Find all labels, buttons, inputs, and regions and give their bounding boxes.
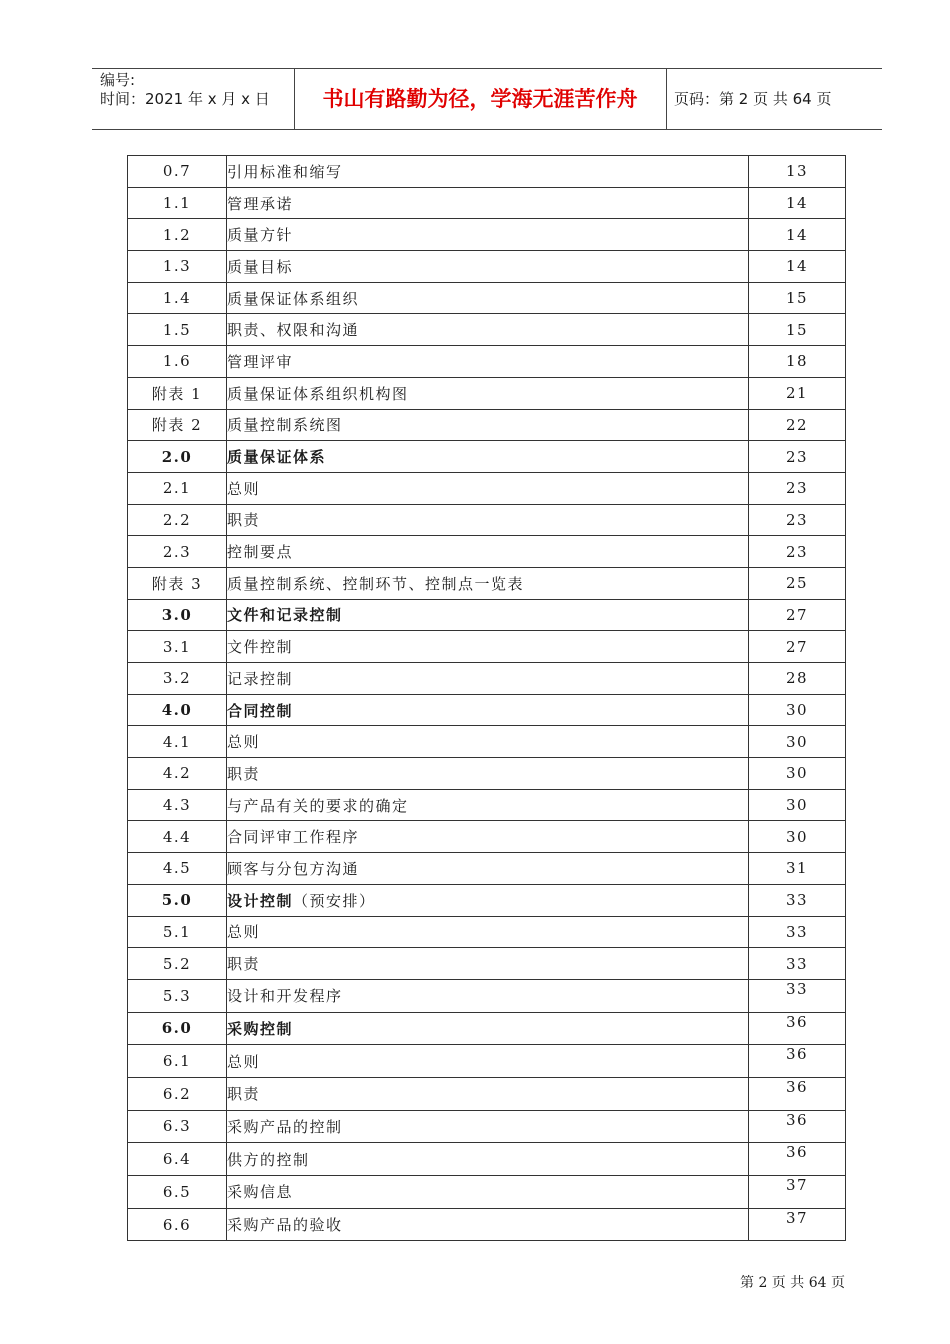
toc-section-title-cell [227,187,749,219]
toc-row [128,1012,846,1045]
toc-section-title-cell [227,156,749,188]
toc-page-number: 37 [749,1176,846,1209]
toc-section-title: 职责、权限和沟通 [227,321,360,340]
toc-section-title: 质量保证体系组织机构图 [227,384,409,403]
toc-section-title-cell [227,504,749,536]
toc-section-title: 引用标准和缩写 [227,162,343,181]
toc-row [128,789,846,821]
page-header [92,68,882,130]
toc-page-number: 23 [749,472,846,504]
toc-section-title-cell [227,282,749,314]
toc-section-number: 6.1 [128,1045,227,1078]
toc-section-number: 5.3 [128,979,227,1012]
toc-page-number: 22 [749,409,846,441]
toc-section-title-cell [227,631,749,663]
toc-section-number: 5.1 [128,916,227,948]
toc-section-number: 4.4 [128,821,227,853]
header-meta [100,71,290,109]
toc-section-title: 质量控制系统、控制环节、控制点一览表 [227,574,525,593]
toc-section-title: 采购信息 [227,1183,294,1202]
toc-row [128,219,846,251]
toc-section-title: 管理评审 [227,352,294,371]
toc-row [128,979,846,1012]
toc-row [128,663,846,695]
toc-section-number: 3.0 [128,599,227,631]
toc-row [128,1143,846,1176]
toc-section-number: 6.0 [128,1012,227,1045]
toc-section-number: 0.7 [128,156,227,188]
toc-page-number: 37 [749,1208,846,1241]
toc-section-title: 设计和开发程序 [227,987,343,1006]
toc-row [128,694,846,726]
toc-row [128,377,846,409]
toc-section-number: 附表 3 [128,567,227,599]
toc-section-title: 职责 [227,955,261,974]
toc-row [128,314,846,346]
toc-section-number: 2.1 [128,472,227,504]
toc-row [128,251,846,283]
toc-row [128,409,846,441]
toc-section-number: 2.0 [128,441,227,473]
toc-section-title-cell [227,1045,749,1078]
toc-page-number: 23 [749,536,846,568]
toc-page-number: 28 [749,663,846,695]
toc-section-title-cell [227,346,749,378]
toc-page-number: 30 [749,726,846,758]
toc-section-title: 采购控制 [227,1019,294,1038]
toc-section-title-cell [227,948,749,980]
toc-row [128,441,846,473]
toc-page-number: 36 [749,1077,846,1110]
header-divider-right [666,69,667,129]
toc-page-number: 14 [749,251,846,283]
toc-section-number: 附表 2 [128,409,227,441]
toc-section-number: 3.2 [128,663,227,695]
toc-section-title-cell [227,726,749,758]
toc-section-title: 供方的控制 [227,1150,310,1169]
header-time-label: 时间：2021 年 x 月 x 日 [100,90,270,108]
toc-page-number: 33 [749,884,846,916]
toc-section-number: 4.1 [128,726,227,758]
toc-section-title: 文件和记录控制 [227,606,343,625]
toc-page-number: 30 [749,694,846,726]
toc-section-number: 6.6 [128,1208,227,1241]
toc-section-title-cell [227,663,749,695]
toc-section-number: 2.2 [128,504,227,536]
toc-page-number: 36 [749,1045,846,1078]
toc-body [128,156,846,1241]
toc-section-title-cell [227,789,749,821]
toc-row [128,156,846,188]
toc-row [128,1110,846,1143]
header-motto: 书山有路勤为径，学海无涯苦作舟 [322,87,638,111]
toc-section-title-cell [227,472,749,504]
toc-section-title: 采购产品的验收 [227,1216,343,1235]
toc-section-title: 质量方针 [227,226,294,245]
toc-section-title: 总则 [227,923,261,942]
toc-section-title: 总则 [227,733,261,752]
toc-page-number: 27 [749,631,846,663]
toc-section-number: 6.4 [128,1143,227,1176]
toc-section-number: 6.2 [128,1077,227,1110]
toc-row [128,599,846,631]
toc-page-number: 25 [749,567,846,599]
toc-section-title-cell [227,567,749,599]
toc-page-number: 23 [749,441,846,473]
header-page-info: 页码：第 2 页 共 64 页 [674,90,832,108]
toc-section-number: 1.4 [128,282,227,314]
toc-section-title-cell [227,1077,749,1110]
toc-row [128,504,846,536]
toc-section-title: 职责 [227,1085,261,1104]
toc-page-number: 31 [749,853,846,885]
toc-section-title-cell [227,251,749,283]
toc-row [128,282,846,314]
toc-section-title-cell [227,219,749,251]
toc-section-number: 1.1 [128,187,227,219]
toc-section-number: 3.1 [128,631,227,663]
toc-section-title-cell [227,758,749,790]
toc-row [128,346,846,378]
toc-section-title: 质量目标 [227,257,294,276]
toc-section-title: 质量控制系统图 [227,416,343,435]
toc-section-title: 文件控制 [227,638,294,657]
toc-section-note: （预安排） [293,891,376,910]
toc-row [128,726,846,758]
toc-row [128,948,846,980]
toc-page-number: 21 [749,377,846,409]
toc-section-title: 设计控制 [227,891,294,910]
toc-row [128,1208,846,1241]
toc-row [128,1176,846,1209]
toc-section-number: 4.3 [128,789,227,821]
toc-section-title-cell [227,1110,749,1143]
toc-section-title-cell [227,694,749,726]
toc-page-number: 15 [749,314,846,346]
toc-page-number: 14 [749,219,846,251]
toc-section-number: 4.5 [128,853,227,885]
toc-page-number: 18 [749,346,846,378]
toc-section-number: 1.6 [128,346,227,378]
toc-section-title-cell [227,916,749,948]
toc-section-number: 2.3 [128,536,227,568]
toc-section-title-cell [227,377,749,409]
toc-section-number: 6.5 [128,1176,227,1209]
toc-section-title-cell [227,409,749,441]
toc-row [128,916,846,948]
footer-page-number: 第 2 页 共 64 页 [740,1275,845,1291]
toc-section-title: 总则 [227,1052,261,1071]
toc-page-number: 33 [749,948,846,980]
toc-section-title-cell [227,1176,749,1209]
toc-page-number: 15 [749,282,846,314]
toc-section-title: 总则 [227,479,261,498]
toc-section-title: 合同评审工作程序 [227,828,360,847]
toc-row [128,884,846,916]
toc-row [128,472,846,504]
toc-row [128,853,846,885]
toc-page-number: 33 [749,979,846,1012]
toc-row [128,821,846,853]
toc-section-title-cell [227,314,749,346]
toc-row [128,1077,846,1110]
toc-section-number: 4.2 [128,758,227,790]
toc-section-number: 6.3 [128,1110,227,1143]
toc-row [128,536,846,568]
toc-section-title-cell [227,599,749,631]
toc-section-title-cell [227,1143,749,1176]
toc-section-number: 1.2 [128,219,227,251]
toc-section-title-cell [227,884,749,916]
toc-page-number: 36 [749,1012,846,1045]
toc-section-title: 顾客与分包方沟通 [227,859,360,878]
header-code-label: 编号: [100,71,136,89]
toc-page-number: 36 [749,1143,846,1176]
toc-section-title: 职责 [227,764,261,783]
toc-section-title: 质量保证体系组织 [227,289,360,308]
toc-page-number: 30 [749,789,846,821]
toc-section-title: 与产品有关的要求的确定 [227,796,409,815]
toc-section-title: 合同控制 [227,701,294,720]
toc-page-number: 36 [749,1110,846,1143]
toc-section-title-cell [227,821,749,853]
toc-section-title-cell [227,441,749,473]
toc-section-title: 职责 [227,511,261,530]
toc-row [128,1045,846,1078]
toc-section-number: 1.3 [128,251,227,283]
toc-section-number: 5.2 [128,948,227,980]
toc-page-number: 33 [749,916,846,948]
toc-section-title-cell [227,1012,749,1045]
toc-section-title-cell [227,536,749,568]
toc-row [128,567,846,599]
toc-page-number: 13 [749,156,846,188]
toc-section-number: 1.5 [128,314,227,346]
toc-section-title: 采购产品的控制 [227,1117,343,1136]
toc-page-number: 27 [749,599,846,631]
toc-section-number: 4.0 [128,694,227,726]
toc-row [128,187,846,219]
toc-page-number: 30 [749,758,846,790]
toc-page-number: 30 [749,821,846,853]
toc-section-title: 记录控制 [227,669,294,688]
toc-section-title-cell [227,979,749,1012]
toc-section-title: 管理承诺 [227,194,294,213]
toc-page-number: 14 [749,187,846,219]
toc-section-number: 附表 1 [128,377,227,409]
toc-table [127,155,846,1241]
toc-row [128,758,846,790]
toc-section-number: 5.0 [128,884,227,916]
toc-row [128,631,846,663]
toc-section-title-cell [227,853,749,885]
toc-section-title-cell [227,1208,749,1241]
toc-section-title: 控制要点 [227,543,294,562]
toc-page-number: 23 [749,504,846,536]
toc-section-title: 质量保证体系 [227,448,327,467]
